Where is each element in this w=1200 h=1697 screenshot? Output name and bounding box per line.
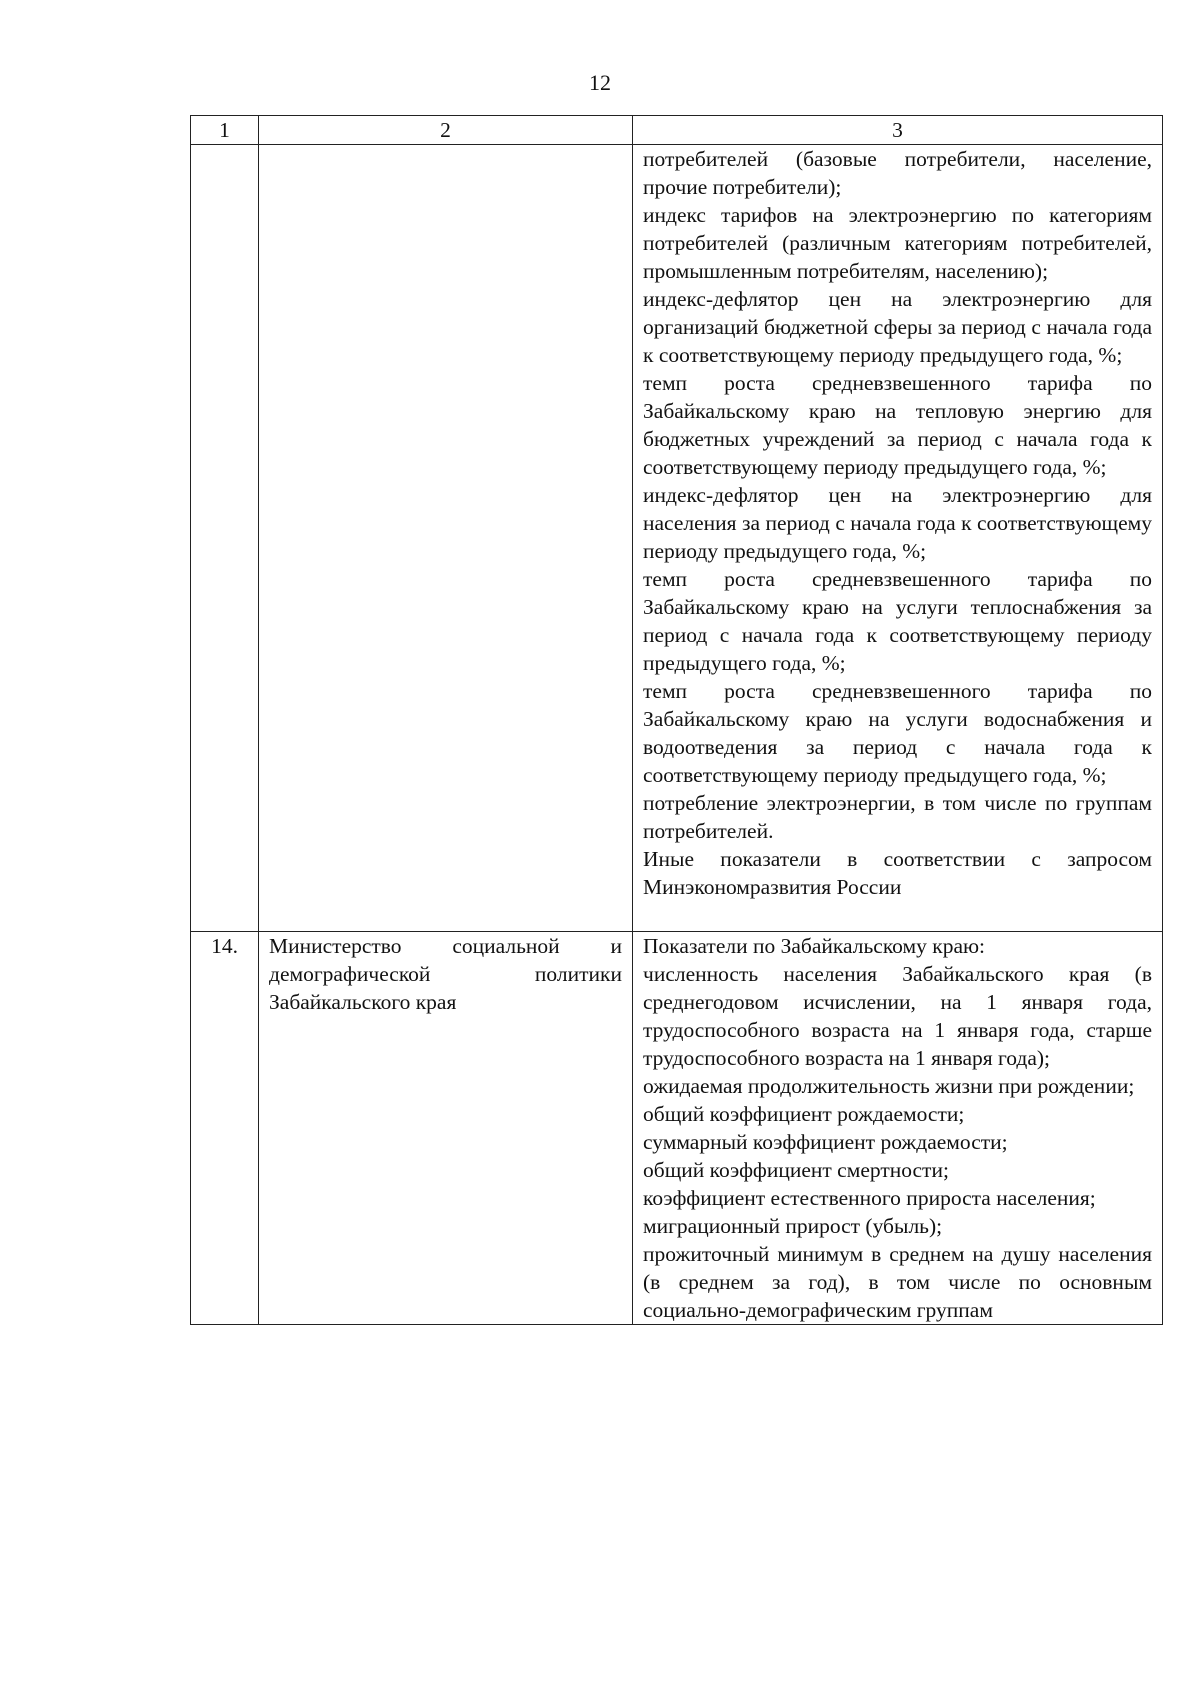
table-row-continued <box>191 145 1163 932</box>
header-cell-2: 2 <box>259 116 633 145</box>
organization-cell <box>259 932 633 1325</box>
indicator-item: общий коэффициент смертности; <box>643 1158 949 1182</box>
indicator-item: суммарный коэффициент рождаемости; <box>643 1130 1008 1154</box>
indicator-item: коэффициент естественного прироста населения; <box>643 1186 1096 1210</box>
indicator-item: индекс тарифов на электроэнергию по категориям потребителей (различным категориям потребителей, промышленным потребителям, населению); <box>643 203 1152 283</box>
indicator-item: миграционный прирост (убыль); <box>643 1214 943 1238</box>
page-number: 12 <box>589 70 611 95</box>
indicator-item: темп роста средневзвешенного тарифа по Забайкальскому краю на услуги теплоснабжения за период с начала года к соответствующему периоду предыдущего года, %; <box>643 567 1152 675</box>
indicator-item: Показатели по Забайкальскому краю: <box>643 934 986 958</box>
indicator-item: Иные показатели в соответствии с запросом Минэкономразвития России <box>643 847 1152 899</box>
indicator-item: прожиточный минимум в среднем на душу населения (в среднем за год), в том числе по основным социально-демографическим группам <box>643 1242 1152 1322</box>
indicator-item: общий коэффициент рождаемости; <box>643 1102 965 1126</box>
row-number-cell: 14. <box>191 932 259 1325</box>
header-cell-3: 3 <box>633 116 1163 145</box>
indicator-item: ожидаемая продолжительность жизни при рождении; <box>643 1074 1135 1098</box>
organization-cell <box>259 145 633 932</box>
indicator-item: потребителей (базовые потребители, население, прочие потребители); <box>643 147 1152 199</box>
indicator-item: индекс-дефлятор цен на электроэнергию для организаций бюджетной сферы за период с начала года к соответствующему периоду предыдущего года, %; <box>643 287 1152 367</box>
indicators-cell <box>633 145 1163 932</box>
indicator-item: индекс-дефлятор цен на электроэнергию для населения за период с начала года к соответствующему периоду предыдущего года, %; <box>643 483 1152 563</box>
organization-name: Министерство социальной и демографической политики Забайкальского края <box>269 934 622 1014</box>
indicator-item: темп роста средневзвешенного тарифа по Забайкальскому краю на услуги водоснабжения и водоотведения за период с начала года к соответствующему периоду предыдущего года, %; <box>643 679 1152 787</box>
table-header-row <box>191 116 1163 145</box>
indicators-table <box>190 115 1163 1325</box>
indicator-item: темп роста средневзвешенного тарифа по Забайкальскому краю на тепловую энергию для бюджетных учреждений за период с начала года к соответствующему периоду предыдущего года, %; <box>643 371 1152 479</box>
indicators-cell <box>633 932 1163 1325</box>
table-row-14 <box>191 932 1163 1325</box>
indicator-item: потребление электроэнергии, в том числе по группам потребителей. <box>643 791 1152 843</box>
header-cell-1: 1 <box>191 116 259 145</box>
row-number-cell <box>191 145 259 932</box>
indicator-item: численность населения Забайкальского края (в среднегодовом исчислении, на 1 января года, трудоспособного возраста на 1 января года, старше трудоспособного возраста на 1 января года); <box>643 962 1152 1070</box>
